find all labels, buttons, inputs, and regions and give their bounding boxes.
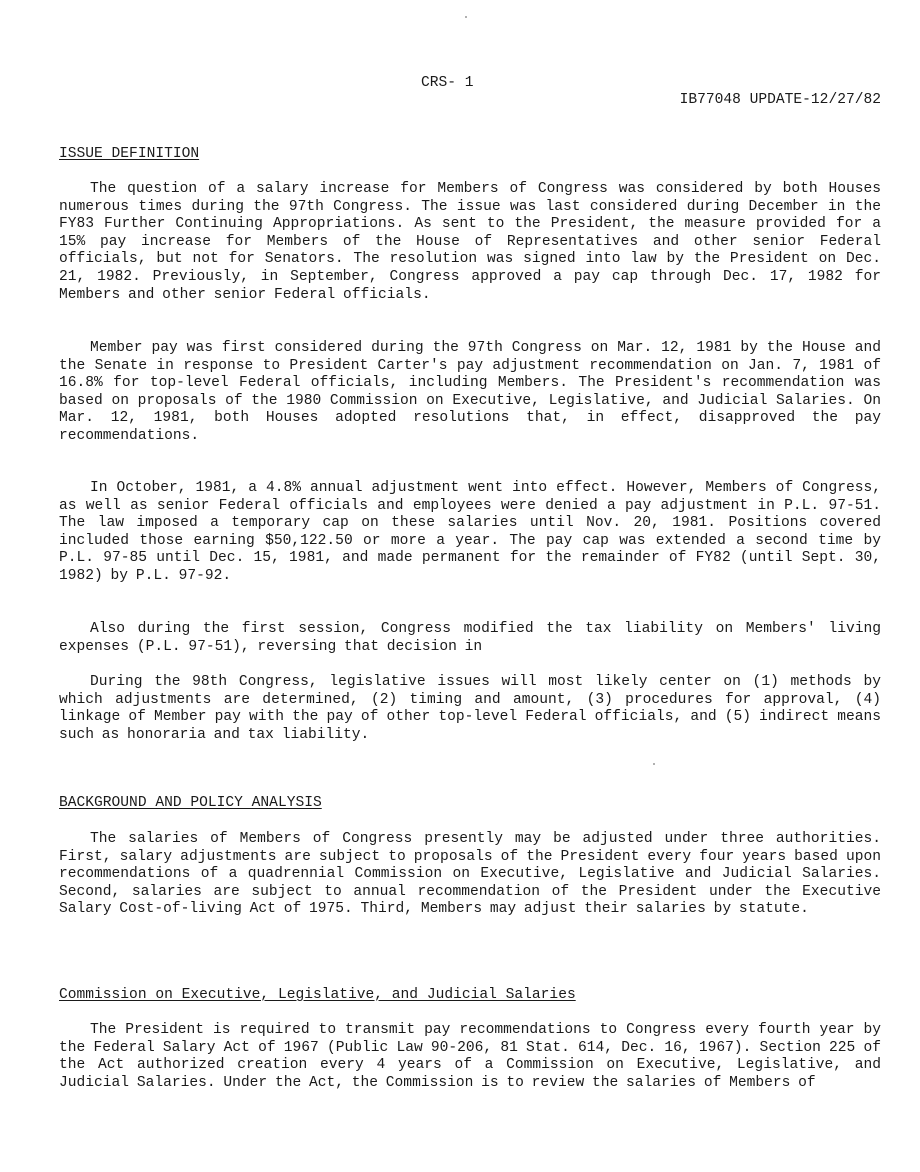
paragraph-issue-4: Also during the first session, Congress modified the tax liability on Members' living expenses (P.L. 97-51), reversing that decision in	[59, 621, 881, 655]
paragraph-issue-5: During the 98th Congress, legislative issues will most likely center on (1) methods by which adjustments are determined, (2) timing and amount, (3) procedures for approval, (4) linkage of Member pay with the pay of other top-level Federal officials, and (5) indirect means such as honoraria and tax liability.	[59, 674, 881, 743]
section-heading-issue-definition: ISSUE DEFINITION	[59, 146, 200, 162]
paragraph-issue-3: In October, 1981, a 4.8% annual adjustment went into effect. However, Members of Congress, as well as senior Federal officials and employees were denied a pay adjustment in P.L. 97-51. The law imposed a temporary cap on these salaries until Nov. 20, 1981. Positions covered included those earning $50,122.50 or more a year. The pay cap was extended a second time by P.L. 97-85 until Dec. 15, 1981, and made permanent for the remainder of FY82 (until Sept. 30, 1982) by P.L. 97-92.	[59, 480, 881, 584]
section-heading-background: BACKGROUND AND POLICY ANALYSIS	[59, 795, 322, 811]
paragraph-issue-1: The question of a salary increase for Members of Congress was considered by both Houses numerous times during the 97th Congress. The issue was last considered during December in the FY83 Further Continuing Appropriations. As sent to the President, the measure provided for a 15% pay increase for Members of the House of Representatives and other senior Federal officials, but not for Senators. The resolution was signed into law by the President on Dec. 21, 1982. Previously, in September, Congress approved a pay cap through Dec. 17, 1982 for Members and other senior Federal officials.	[59, 181, 881, 303]
paragraph-issue-2: Member pay was first considered during the 97th Congress on Mar. 12, 1981 by the House and the Senate in response to President Carter's pay adjustment recommendation on Jan. 7, 1981 of 16.8% for top-level Federal officials, including Members. The President's recommendation was based on proposals of the 1980 Commission on Executive, Legislative, and Judicial Salaries. On Mar. 12, 1981, both Houses adopted resolutions that, in effect, disapproved the pay recommendations.	[59, 340, 881, 444]
document-id: IB77048 UPDATE-12/27/82	[679, 92, 881, 109]
page-header	[59, 57, 881, 109]
page-number: CRS- 1	[421, 74, 474, 91]
section-heading-commission: Commission on Executive, Legislative, and Judicial Salaries	[59, 987, 576, 1003]
paragraph-background-1: The salaries of Members of Congress presently may be adjusted under three authorities. First, salary adjustments are subject to proposals of the President every four years based upon recommendations of a quadrennial Commission on Executive, Legislative and Judicial Salaries. Second, salaries are subject to annual recommendation of the President under the Executive Salary Cost-of-living Act of 1975. Third, Members may adjust their salaries by statute.	[59, 831, 881, 918]
paragraph-commission-1: The President is required to transmit pay recommendations to Congress every fourth year by the Federal Salary Act of 1967 (Public Law 90-206, 81 Stat. 614, Dec. 16, 1967). Section 225 of the Act authorized creation every 4 years of a Commission on Executive, Legislative, and Judicial Salaries. Under the Act, the Commission is to review the salaries of Members of	[59, 1022, 881, 1091]
scan-speck	[653, 763, 655, 765]
scan-speck	[465, 16, 467, 18]
